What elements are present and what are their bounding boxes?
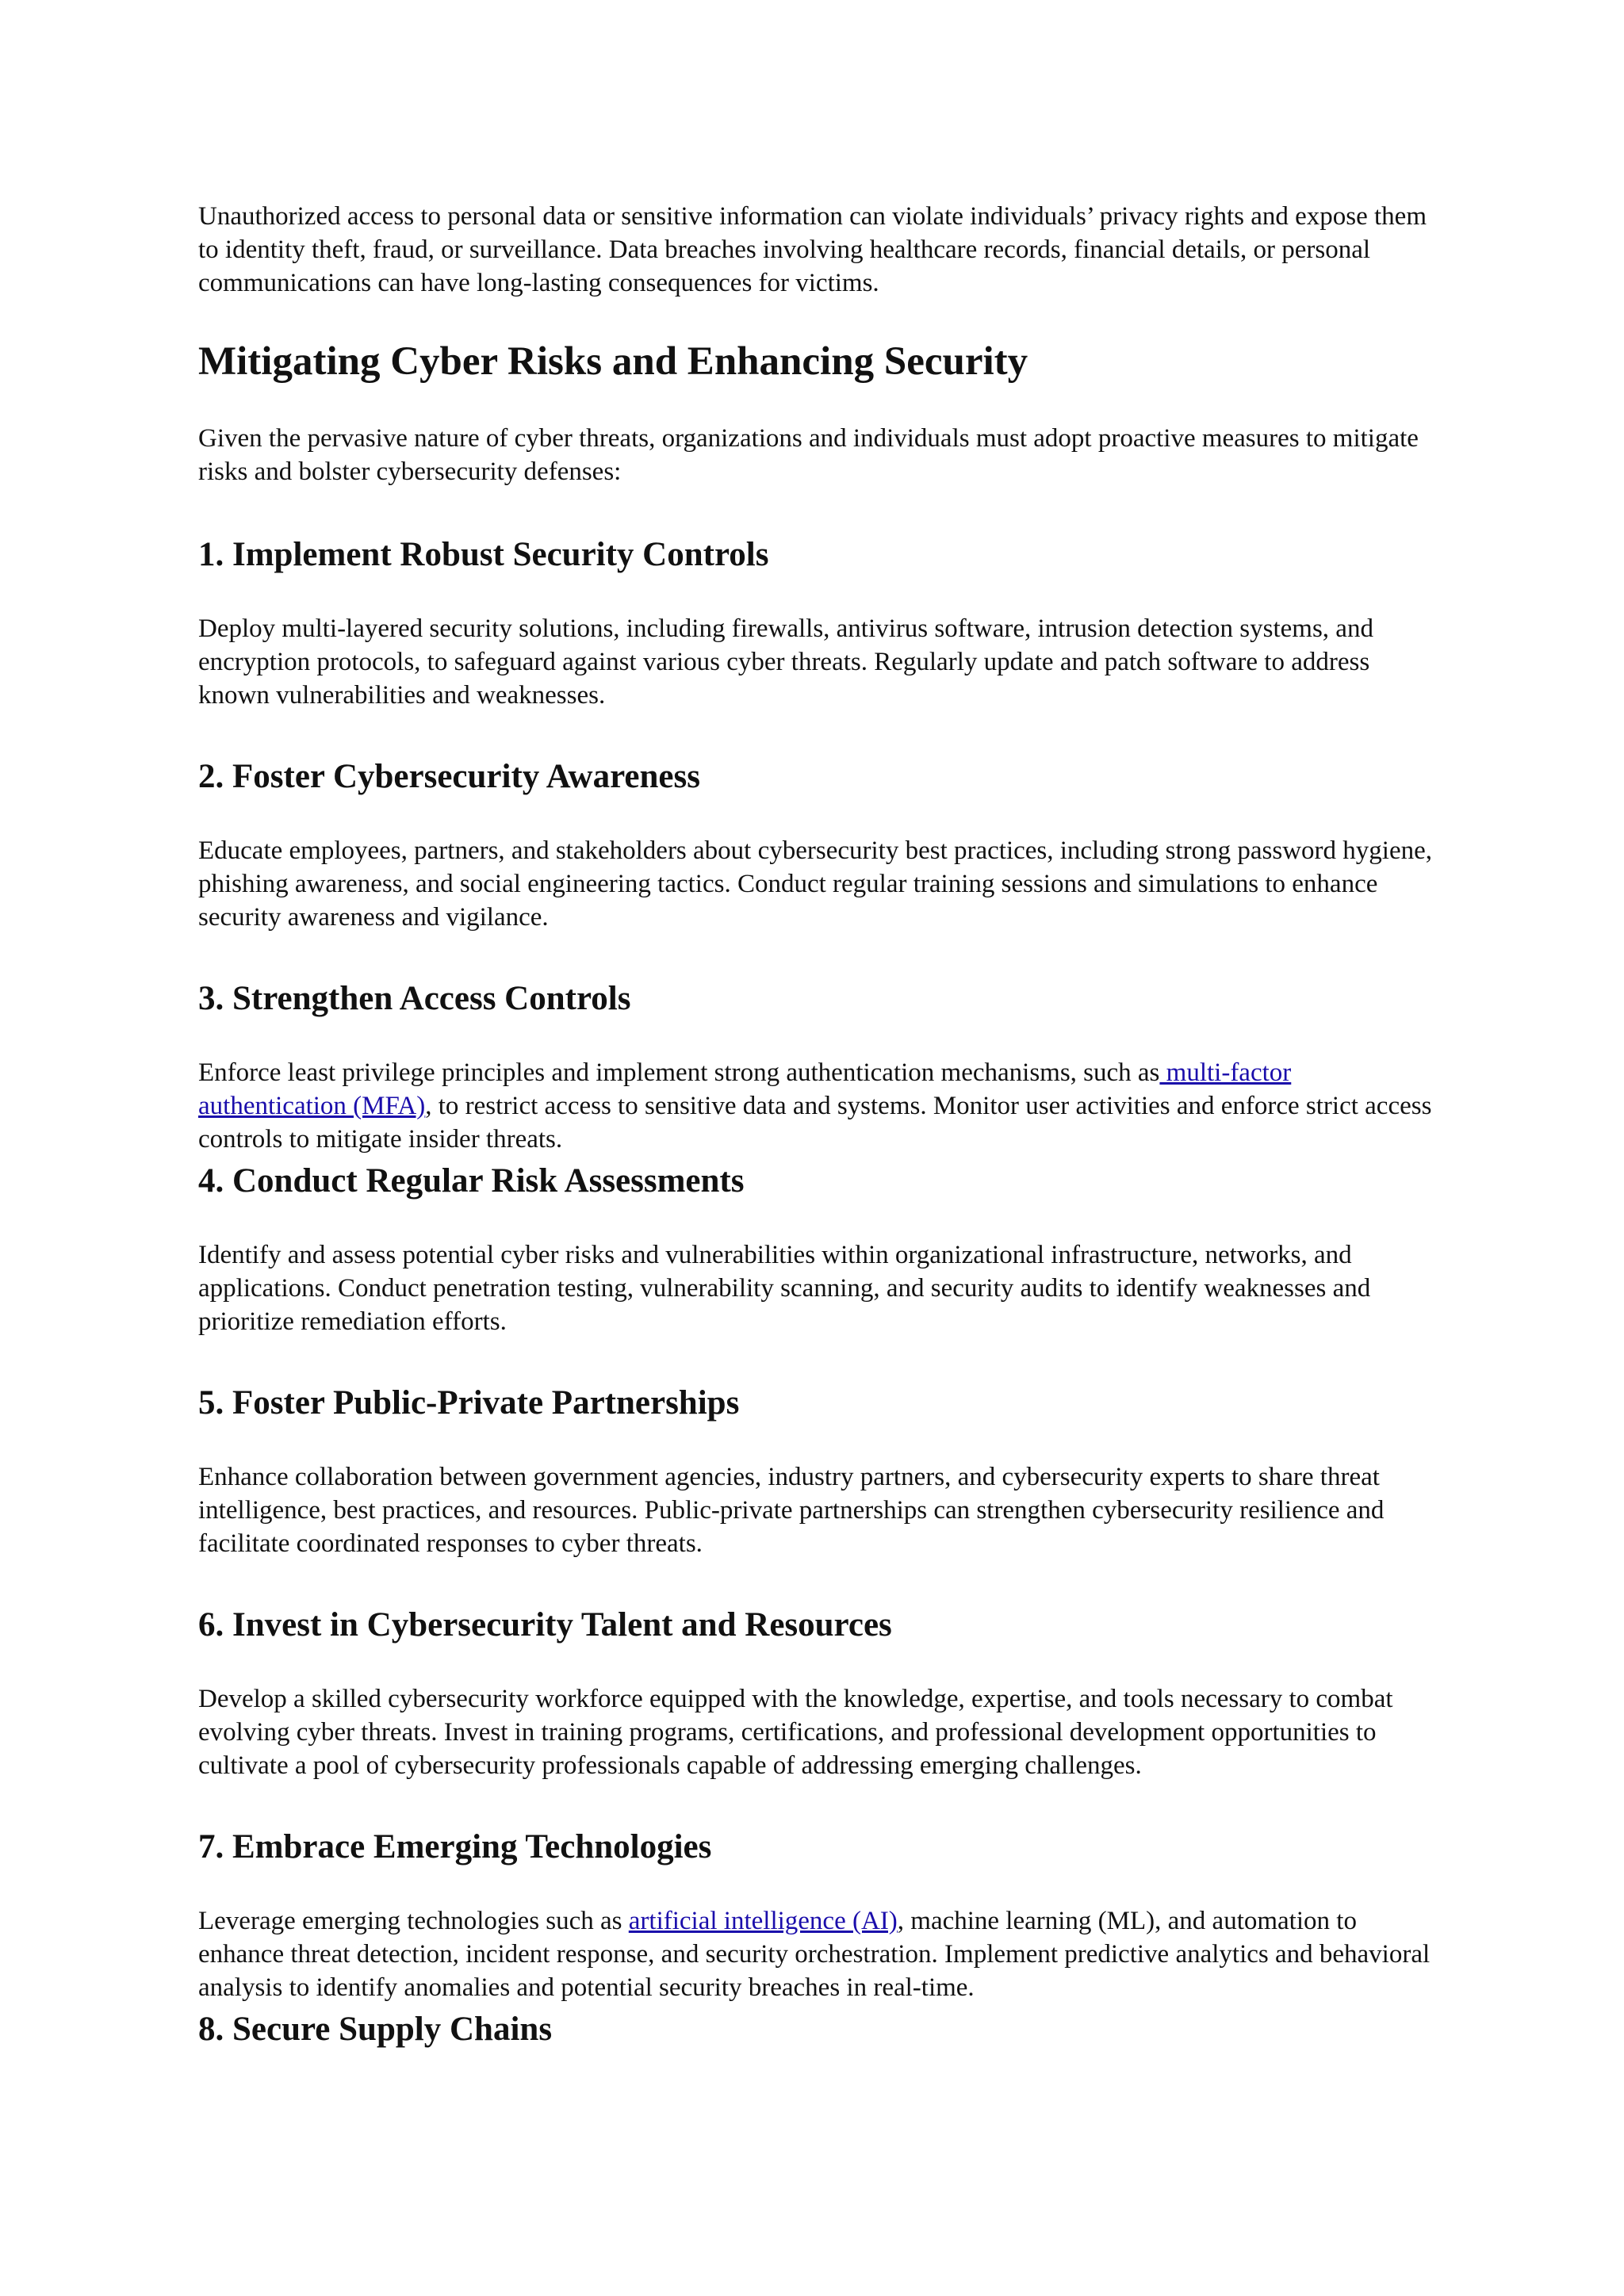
- item-7-paragraph: [198, 1904, 1435, 2004]
- item-7-text-before: Leverage emerging technologies such as: [198, 1907, 629, 1935]
- item-7-heading: 7. Embrace Emerging Technologies: [198, 1828, 712, 1866]
- item-1-paragraph: Deploy multi-layered security solutions, including firewalls, antivirus software, intrusion detection systems, and encryption protocols, to safeguard against various cyber threats. Regularly update and patch software to address known vulnerabilities and weaknesses.: [198, 614, 1373, 710]
- item-1-heading: 1. Implement Robust Security Controls: [198, 536, 769, 573]
- ai-link[interactable]: artificial intelligence (AI): [628, 1907, 898, 1935]
- item-6-heading: 6. Invest in Cybersecurity Talent and Resources: [198, 1606, 892, 1644]
- item-4-paragraph: Identify and assess potential cyber risks and vulnerabilities within organizational infrastructure, networks, and applications. Conduct penetration testing, vulnerability scanning, and security audits to identify weaknesses and prioritize remediation efforts.: [198, 1241, 1371, 1336]
- intro-paragraph: Unauthorized access to personal data or sensitive information can violate individuals’ privacy rights and expose them to identity theft, fraud, or surveillance. Data breaches involving healthcare records, financial details, or personal communications can have long-lasting consequences for victims.: [198, 202, 1427, 297]
- item-5-paragraph: Enhance collaboration between government agencies, industry partners, and cybersecurity experts to share threat intelligence, best practices, and resources. Public-private partnerships can strengthen cybersecurity resilience and facilitate coordinated responses to cyber threats.: [198, 1463, 1385, 1558]
- document-page: [198, 200, 1435, 2050]
- item-3-heading: 3. Strengthen Access Controls: [198, 980, 631, 1017]
- item-4-heading: 4. Conduct Regular Risk Assessments: [198, 1162, 745, 1200]
- item-2-heading: 2. Foster Cybersecurity Awareness: [198, 758, 700, 795]
- item-3-text-after: , to restrict access to sensitive data and systems. Monitor user activities and enforce strict access controls to mitigate insider threats.: [198, 1092, 1432, 1154]
- mfa-link[interactable]: multi-factor authentication (MFA): [198, 1058, 1292, 1120]
- item-5-heading: 5. Foster Public-Private Partnerships: [198, 1384, 740, 1422]
- item-2-paragraph: Educate employees, partners, and stakeholders about cybersecurity best practices, including strong password hygiene, phishing awareness, and social engineering tactics. Conduct regular training sessions and simulations to enhance security awareness and vigilance.: [198, 836, 1433, 932]
- item-8-heading: 8. Secure Supply Chains: [198, 2011, 553, 2048]
- item-7-text-after: , machine learning (ML), and automation to enhance threat detection, incident response, and security orchestration. Implement predictive analytics and behavioral analysis to identify anomalies and potential security breaches in real-time.: [198, 1907, 1431, 2002]
- item-3-paragraph: [198, 1056, 1435, 1156]
- item-6-paragraph: Develop a skilled cybersecurity workforce equipped with the knowledge, expertise, and tools necessary to combat evolving cyber threats. Invest in training programs, certifications, and professional development opportunities to cultivate a pool of cybersecurity professionals capable of addressing emerging challenges.: [198, 1685, 1393, 1780]
- section-title: Mitigating Cyber Risks and Enhancing Security: [198, 339, 1028, 384]
- item-3-text-before: Enforce least privilege principles and implement strong authentication mechanisms, such as: [198, 1058, 1160, 1087]
- section-lead-paragraph: Given the pervasive nature of cyber threats, organizations and individuals must adopt proactive measures to mitigate risks and bolster cybersecurity defenses:: [198, 424, 1419, 486]
